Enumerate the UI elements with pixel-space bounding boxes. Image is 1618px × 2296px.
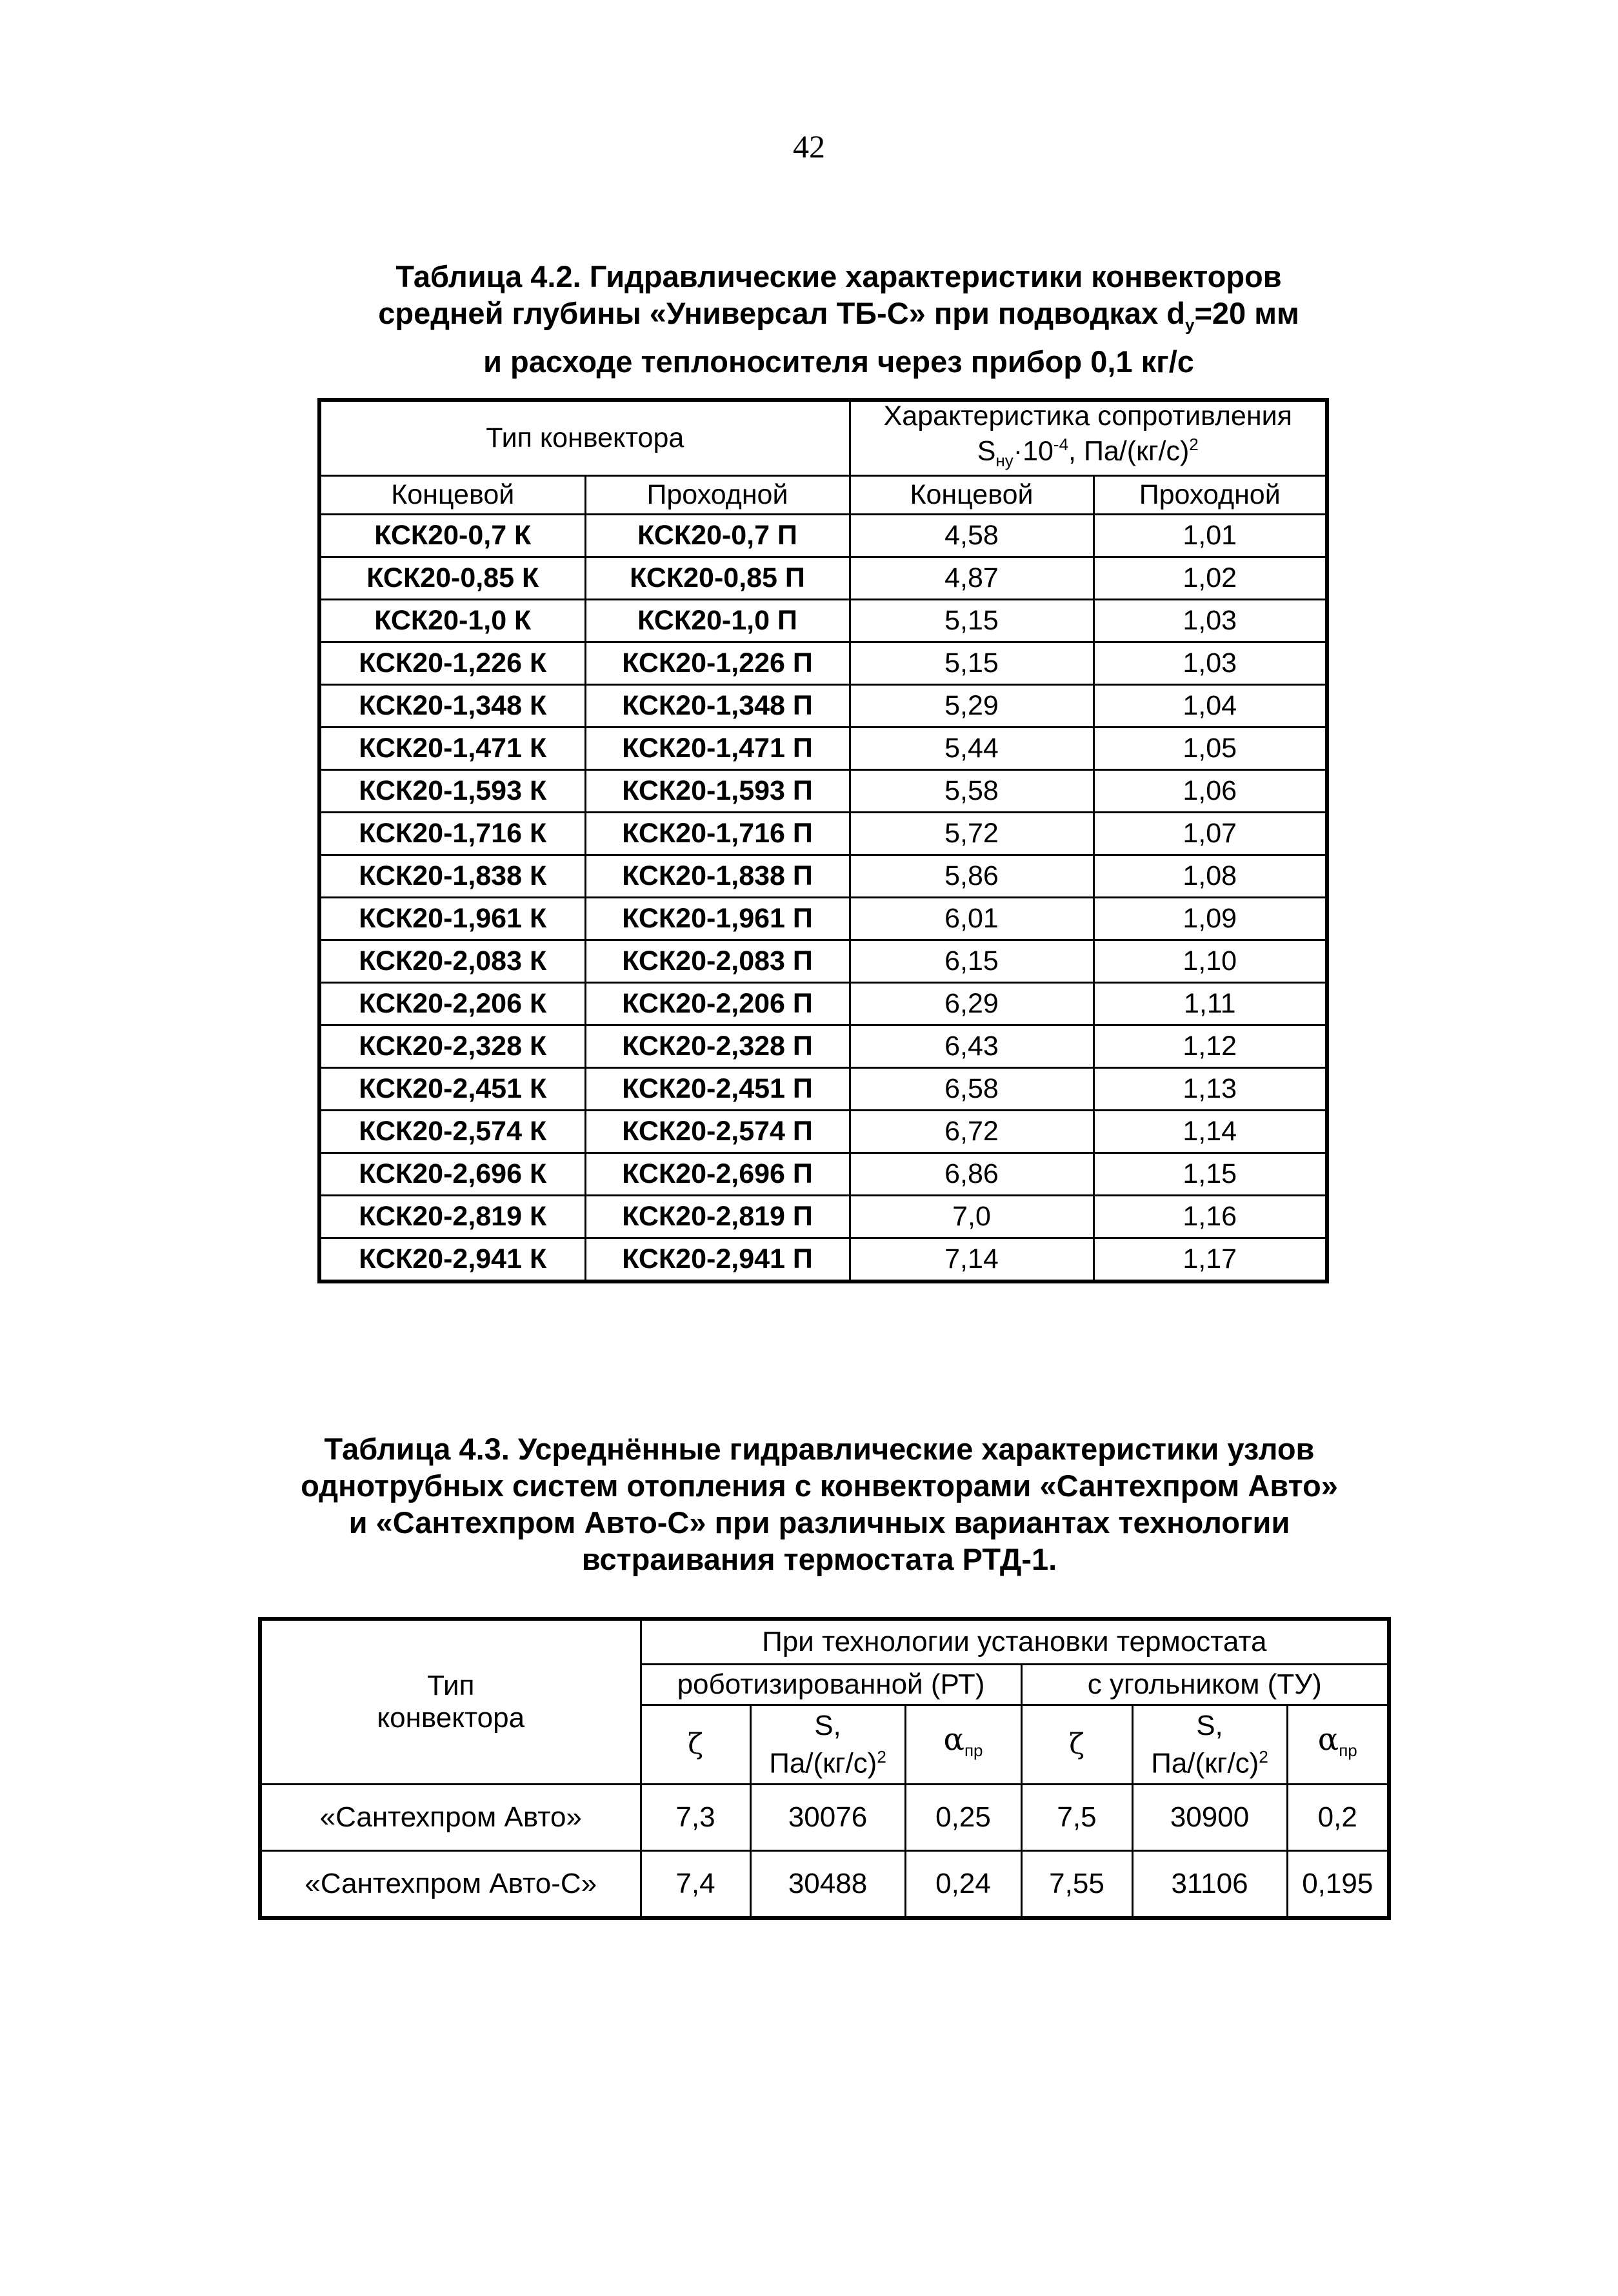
table2-header-s-tu bbox=[1132, 1705, 1287, 1785]
table1-subheader-pass: Проходной bbox=[585, 475, 850, 514]
table1-cell-pass-value: 1,07 bbox=[1094, 812, 1327, 855]
table1-cell-end-type: КСК20-2,083 К bbox=[319, 940, 585, 982]
table1-cell-pass-type: КСК20-2,083 П bbox=[585, 940, 850, 982]
table1-cell-pass-value: 1,03 bbox=[1094, 642, 1327, 684]
table1-cell-end-type: КСК20-1,838 К bbox=[319, 855, 585, 897]
table1-header-char-line1: Характеристика сопротивления bbox=[883, 401, 1292, 431]
table1-cell-pass-type: КСК20-2,206 П bbox=[585, 982, 850, 1025]
table-row bbox=[319, 1153, 1327, 1195]
table2-cell-alpha-rt: 0,24 bbox=[905, 1851, 1021, 1919]
table2-caption bbox=[271, 1430, 1368, 1578]
table1-subheader-pass-value: Проходной bbox=[1094, 475, 1327, 514]
table1-subheader-end-value: Концевой bbox=[850, 475, 1094, 514]
table1-cell-pass-type: КСК20-1,716 П bbox=[585, 812, 850, 855]
table1-caption bbox=[323, 258, 1355, 380]
table1-cell-end-type: КСК20-1,348 К bbox=[319, 684, 585, 727]
table1-cell-end-type: КСК20-1,593 К bbox=[319, 769, 585, 812]
table-row bbox=[319, 642, 1327, 684]
table1-cell-pass-type: КСК20-1,471 П bbox=[585, 727, 850, 769]
table2-header-rt: роботизированной (РТ) bbox=[641, 1665, 1021, 1705]
table-row bbox=[319, 855, 1327, 897]
table1-cell-end-value: 5,44 bbox=[850, 727, 1094, 769]
table2-cell-type: «Сантехпром Авто» bbox=[260, 1785, 641, 1851]
table1-cell-end-type: КСК20-1,0 К bbox=[319, 599, 585, 642]
table2-header-type bbox=[260, 1619, 641, 1785]
table1-cell-end-type: КСК20-1,471 К bbox=[319, 727, 585, 769]
page-number: 42 bbox=[793, 128, 825, 164]
table1-cell-end-type: КСК20-2,819 К bbox=[319, 1195, 585, 1238]
table-row bbox=[319, 982, 1327, 1025]
table2-header-zeta-rt: ζ bbox=[641, 1705, 750, 1785]
table1-cell-pass-type: КСК20-1,961 П bbox=[585, 897, 850, 940]
table1-cell-end-type: КСК20-0,85 К bbox=[319, 557, 585, 599]
table1-cell-pass-value: 1,12 bbox=[1094, 1025, 1327, 1067]
table2-header-type-line2: конвектора bbox=[377, 1702, 525, 1734]
table1-cell-pass-value: 1,06 bbox=[1094, 769, 1327, 812]
table-row bbox=[319, 940, 1327, 982]
table1-cell-pass-type: КСК20-0,85 П bbox=[585, 557, 850, 599]
table2-header-alpha-tu bbox=[1287, 1705, 1389, 1785]
table2-caption-line4: встраивания термостата РТД-1. bbox=[581, 1542, 1057, 1576]
table1-cell-end-type: КСК20-2,574 К bbox=[319, 1110, 585, 1153]
table1-cell-pass-type: КСК20-0,7 П bbox=[585, 514, 850, 557]
table1-cell-end-value: 6,01 bbox=[850, 897, 1094, 940]
table-row bbox=[319, 769, 1327, 812]
table1-cell-end-value: 5,29 bbox=[850, 684, 1094, 727]
table1-cell-pass-value: 1,10 bbox=[1094, 940, 1327, 982]
table1-cell-end-type: КСК20-2,206 К bbox=[319, 982, 585, 1025]
table2-cell-zeta-tu: 7,55 bbox=[1021, 1851, 1132, 1919]
table2-cell-type: «Сантехпром Авто-С» bbox=[260, 1851, 641, 1919]
table1-cell-pass-type: КСК20-2,941 П bbox=[585, 1238, 850, 1282]
table1-cell-pass-value: 1,05 bbox=[1094, 727, 1327, 769]
table2-header-s-rt bbox=[750, 1705, 905, 1785]
table1-cell-pass-type: КСК20-2,574 П bbox=[585, 1110, 850, 1153]
table1-cell-pass-type: КСК20-2,696 П bbox=[585, 1153, 850, 1195]
table1-cell-end-type: КСК20-2,451 К bbox=[319, 1067, 585, 1110]
table2-header-alpha-symbol-tu: α bbox=[1317, 1721, 1339, 1757]
table1-caption-line3: и расходе теплоносителя через прибор 0,1 кг/с bbox=[483, 344, 1194, 379]
table1-subheader-end: Концевой bbox=[319, 475, 585, 514]
table2-header-s-label-tu: S, bbox=[1196, 1709, 1223, 1741]
table1-cell-end-type: КСК20-1,226 К bbox=[319, 642, 585, 684]
table1-cell-end-type: КСК20-1,716 К bbox=[319, 812, 585, 855]
table1-caption-line1: Таблица 4.2. Гидравлические характеристики конвекторов bbox=[395, 259, 1282, 293]
table-row bbox=[319, 1110, 1327, 1153]
table1-cell-pass-type: КСК20-1,0 П bbox=[585, 599, 850, 642]
table1-header-type: Тип конвектора bbox=[319, 400, 850, 475]
table-row bbox=[319, 599, 1327, 642]
table1-cell-pass-type: КСК20-1,226 П bbox=[585, 642, 850, 684]
table2-cell-zeta-rt: 7,3 bbox=[641, 1785, 750, 1851]
table1-cell-pass-value: 1,13 bbox=[1094, 1067, 1327, 1110]
table-row bbox=[260, 1785, 1389, 1851]
table2-caption-line2: однотрубных систем отопления с конвекторами «Сантехпром Авто» bbox=[301, 1469, 1338, 1503]
table1-cell-pass-value: 1,08 bbox=[1094, 855, 1327, 897]
table1-cell-pass-type: КСК20-1,593 П bbox=[585, 769, 850, 812]
table1-cell-end-value: 6,15 bbox=[850, 940, 1094, 982]
table1-cell-end-value: 6,43 bbox=[850, 1025, 1094, 1067]
table2-caption-line1: Таблица 4.3. Усреднённые гидравлические характеристики узлов bbox=[324, 1432, 1315, 1466]
table2-cell-s-tu: 31106 bbox=[1132, 1851, 1287, 1919]
table2-header-tech: При технологии установки термостата bbox=[641, 1619, 1389, 1665]
table1-cell-pass-type: КСК20-2,328 П bbox=[585, 1025, 850, 1067]
table1-cell-pass-value: 1,02 bbox=[1094, 557, 1327, 599]
table1-cell-end-value: 5,15 bbox=[850, 599, 1094, 642]
table1-cell-end-type: КСК20-0,7 К bbox=[319, 514, 585, 557]
table2-header-alpha-rt bbox=[905, 1705, 1021, 1785]
table1-cell-end-type: КСК20-1,961 К bbox=[319, 897, 585, 940]
table2-header-alpha-sub-tu: пр bbox=[1339, 1740, 1357, 1760]
table2-header-alpha-symbol-rt: α bbox=[943, 1721, 964, 1757]
table1-cell-end-value: 6,86 bbox=[850, 1153, 1094, 1195]
table2-cell-zeta-tu: 7,5 bbox=[1021, 1785, 1132, 1851]
table1-cell-end-value: 4,87 bbox=[850, 557, 1094, 599]
table1-cell-end-value: 5,72 bbox=[850, 812, 1094, 855]
table-row bbox=[319, 684, 1327, 727]
table2-header-s-exp-rt: 2 bbox=[877, 1747, 886, 1767]
table1-cell-pass-value: 1,15 bbox=[1094, 1153, 1327, 1195]
table1-cell-end-value: 6,72 bbox=[850, 1110, 1094, 1153]
table1-caption-subscript: у bbox=[1184, 315, 1195, 335]
table2-caption-line3: и «Сантехпром Авто-С» при различных вариантах технологии bbox=[348, 1505, 1290, 1539]
table1-cell-end-value: 6,29 bbox=[850, 982, 1094, 1025]
table1-cell-pass-value: 1,03 bbox=[1094, 599, 1327, 642]
table1-cell-pass-value: 1,11 bbox=[1094, 982, 1327, 1025]
table1-cell-pass-value: 1,01 bbox=[1094, 514, 1327, 557]
table1-cell-pass-value: 1,04 bbox=[1094, 684, 1327, 727]
table2-header-s-unit-tu: Па/(кг/с) bbox=[1151, 1747, 1259, 1779]
table-row bbox=[319, 897, 1327, 940]
table1-caption-line2: средней глубины «Универсал ТБ-С» при подводках d bbox=[378, 296, 1185, 330]
table1-cell-end-type: КСК20-2,328 К bbox=[319, 1025, 585, 1067]
table2-cell-alpha-rt: 0,25 bbox=[905, 1785, 1021, 1851]
table1-header-char-exp: -4 bbox=[1053, 435, 1069, 454]
table1-cell-pass-value: 1,16 bbox=[1094, 1195, 1327, 1238]
table1-cell-end-value: 5,58 bbox=[850, 769, 1094, 812]
table1-header-char-s-sub: ну bbox=[995, 450, 1014, 470]
table-row bbox=[319, 1067, 1327, 1110]
table1-header-char-unit-exp: 2 bbox=[1189, 435, 1199, 454]
table2-cell-s-rt: 30076 bbox=[750, 1785, 905, 1851]
table-row bbox=[260, 1851, 1389, 1919]
table2-cell-s-rt: 30488 bbox=[750, 1851, 905, 1919]
table1-header-characteristic bbox=[850, 400, 1327, 475]
table2-header-s-unit-rt: Па/(кг/с) bbox=[769, 1747, 877, 1779]
table-row bbox=[319, 557, 1327, 599]
table-row bbox=[319, 1025, 1327, 1067]
table2-cell-alpha-tu: 0,195 bbox=[1287, 1851, 1389, 1919]
table-row bbox=[319, 1195, 1327, 1238]
table1-cell-pass-type: КСК20-2,451 П bbox=[585, 1067, 850, 1110]
table1-subheader-row bbox=[319, 475, 1327, 514]
table2-header-row1 bbox=[260, 1619, 1389, 1665]
table1-cell-end-value: 7,14 bbox=[850, 1238, 1094, 1282]
table1-cell-end-value: 6,58 bbox=[850, 1067, 1094, 1110]
table1-cell-pass-type: КСК20-2,819 П bbox=[585, 1195, 850, 1238]
table1-cell-pass-value: 1,14 bbox=[1094, 1110, 1327, 1153]
table2-cell-zeta-rt: 7,4 bbox=[641, 1851, 750, 1919]
table1-cell-pass-value: 1,17 bbox=[1094, 1238, 1327, 1282]
table2-header-type-line1: Тип bbox=[427, 1670, 475, 1701]
table1-header-char-mult: ·10 bbox=[1013, 435, 1054, 467]
table1 bbox=[317, 398, 1329, 1283]
table2-header-s-label-rt: S, bbox=[814, 1709, 841, 1741]
table2-cell-alpha-tu: 0,2 bbox=[1287, 1785, 1389, 1851]
table2-header-tu: с угольником (ТУ) bbox=[1021, 1665, 1389, 1705]
table2 bbox=[258, 1617, 1391, 1920]
table2-header-s-exp-tu: 2 bbox=[1259, 1747, 1268, 1767]
table2-cell-s-tu: 30900 bbox=[1132, 1785, 1287, 1851]
table1-header-char-unit: , Па/(кг/с) bbox=[1068, 435, 1190, 467]
table-row bbox=[319, 1238, 1327, 1282]
table-row bbox=[319, 812, 1327, 855]
table1-header-row bbox=[319, 400, 1327, 475]
table-row bbox=[319, 727, 1327, 769]
table1-cell-pass-type: КСК20-1,838 П bbox=[585, 855, 850, 897]
table1-caption-line2-end: =20 мм bbox=[1194, 296, 1299, 330]
table1-cell-end-value: 5,15 bbox=[850, 642, 1094, 684]
table1-cell-pass-type: КСК20-1,348 П bbox=[585, 684, 850, 727]
table1-cell-end-value: 5,86 bbox=[850, 855, 1094, 897]
table2-header-alpha-sub-rt: пр bbox=[964, 1740, 983, 1760]
table2-header-zeta-tu: ζ bbox=[1021, 1705, 1132, 1785]
table1-cell-pass-value: 1,09 bbox=[1094, 897, 1327, 940]
table1-cell-end-type: КСК20-2,696 К bbox=[319, 1153, 585, 1195]
table1-header-char-s: S bbox=[977, 435, 996, 467]
table1-cell-end-value: 7,0 bbox=[850, 1195, 1094, 1238]
table1-cell-end-value: 4,58 bbox=[850, 514, 1094, 557]
table1-cell-end-type: КСК20-2,941 К bbox=[319, 1238, 585, 1282]
table-row bbox=[319, 514, 1327, 557]
